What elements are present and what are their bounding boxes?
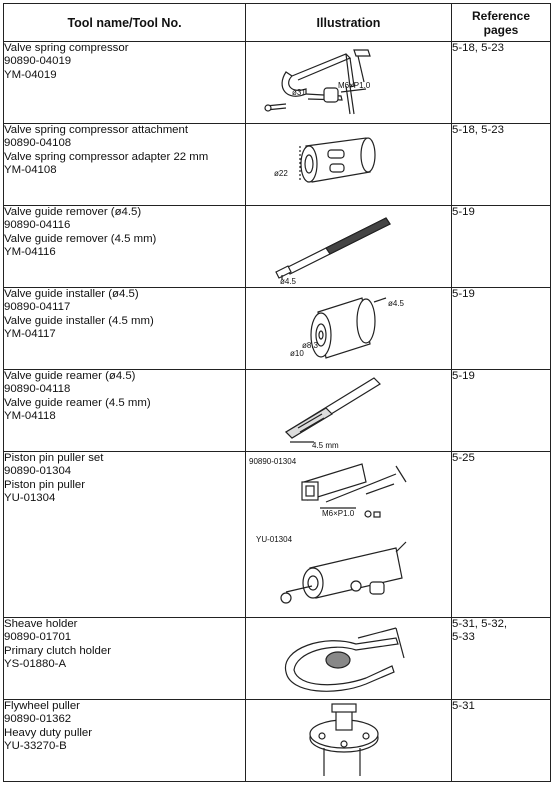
valve-guide-installer-illustration: [246, 288, 452, 369]
tool-name-cell: Valve guide remover (ø4.5) 90890-04116 Valve guide remover (4.5 mm) YM-04116: [4, 206, 246, 288]
label-45mm: 4.5 mm: [312, 441, 339, 450]
table-row: [4, 370, 551, 452]
label-part-90890: 90890-01304: [249, 457, 297, 466]
illustration-cell: [246, 206, 452, 288]
header-illustration: Illustration: [246, 4, 452, 42]
label-m6p1: M6×P1.0: [338, 81, 371, 90]
reference-cell: 5-31: [452, 700, 551, 782]
illustration-cell: [246, 452, 452, 618]
valve-guide-remover-illustration: [246, 206, 452, 287]
illustration-cell: [246, 370, 452, 452]
reference-cell: 5-19: [452, 288, 551, 370]
table-row: [4, 452, 551, 618]
reference-cell: 5-19: [452, 370, 551, 452]
reference-cell: 5-18, 5-23: [452, 124, 551, 206]
label-phi45: ø4.5: [388, 299, 405, 308]
illustration-cell: [246, 42, 452, 124]
label-part-yu: YU-01304: [256, 535, 293, 544]
reference-cell: 5-25: [452, 452, 551, 618]
compressor-attachment-illustration: [246, 124, 452, 205]
table-row: [4, 288, 551, 370]
label-phi45: ø4.5: [280, 277, 297, 286]
table-row: [4, 124, 551, 206]
tool-name-cell: Valve spring compressor attachment 90890-04108 Valve spring compressor adapter 22 mm YM-04108: [4, 124, 246, 206]
illustration-cell: [246, 700, 452, 782]
label-phi10: ø10: [290, 349, 304, 358]
label-m6p1-puller: M6×P1.0: [322, 509, 355, 518]
sheave-holder-illustration: [246, 618, 452, 699]
header-reference-pages: Reference pages: [452, 4, 551, 42]
label-phi22: ø22: [274, 169, 288, 178]
flywheel-puller-illustration: [246, 700, 452, 781]
tool-name-cell: Valve spring compressor 90890-04019 YM-04019: [4, 42, 246, 124]
table-row: [4, 700, 551, 782]
reference-cell: 5-18, 5-23: [452, 42, 551, 124]
tool-name-cell: Valve guide reamer (ø4.5) 90890-04118 Valve guide reamer (4.5 mm) YM-04118: [4, 370, 246, 452]
tool-name-cell: Valve guide installer (ø4.5) 90890-04117 Valve guide installer (4.5 mm) YM-04117: [4, 288, 246, 370]
tool-name-cell: Sheave holder 90890-01701 Primary clutch holder YS-01880-A: [4, 618, 246, 700]
tool-name-cell: Piston pin puller set 90890-01304 Piston pin puller YU-01304: [4, 452, 246, 618]
special-tools-table: [3, 3, 551, 782]
illustration-cell: [246, 618, 452, 700]
tool-name-cell: Flywheel puller 90890-01362 Heavy duty puller YU-33270-B: [4, 700, 246, 782]
valve-guide-reamer-illustration: [246, 370, 452, 451]
table-row: [4, 618, 551, 700]
label-phi31: ø31: [292, 88, 306, 97]
piston-pin-puller-illustration: [246, 452, 452, 617]
reference-cell: 5-19: [452, 206, 551, 288]
label-phi83: ø8.3: [302, 341, 319, 350]
table-row: [4, 206, 551, 288]
valve-spring-compressor-illustration: [246, 42, 452, 123]
illustration-cell: [246, 288, 452, 370]
table-row: [4, 42, 551, 124]
header-tool-name: Tool name/Tool No.: [4, 4, 246, 42]
illustration-cell: [246, 124, 452, 206]
table-header-row: [4, 4, 551, 42]
reference-cell: 5-31, 5-32, 5-33: [452, 618, 551, 700]
